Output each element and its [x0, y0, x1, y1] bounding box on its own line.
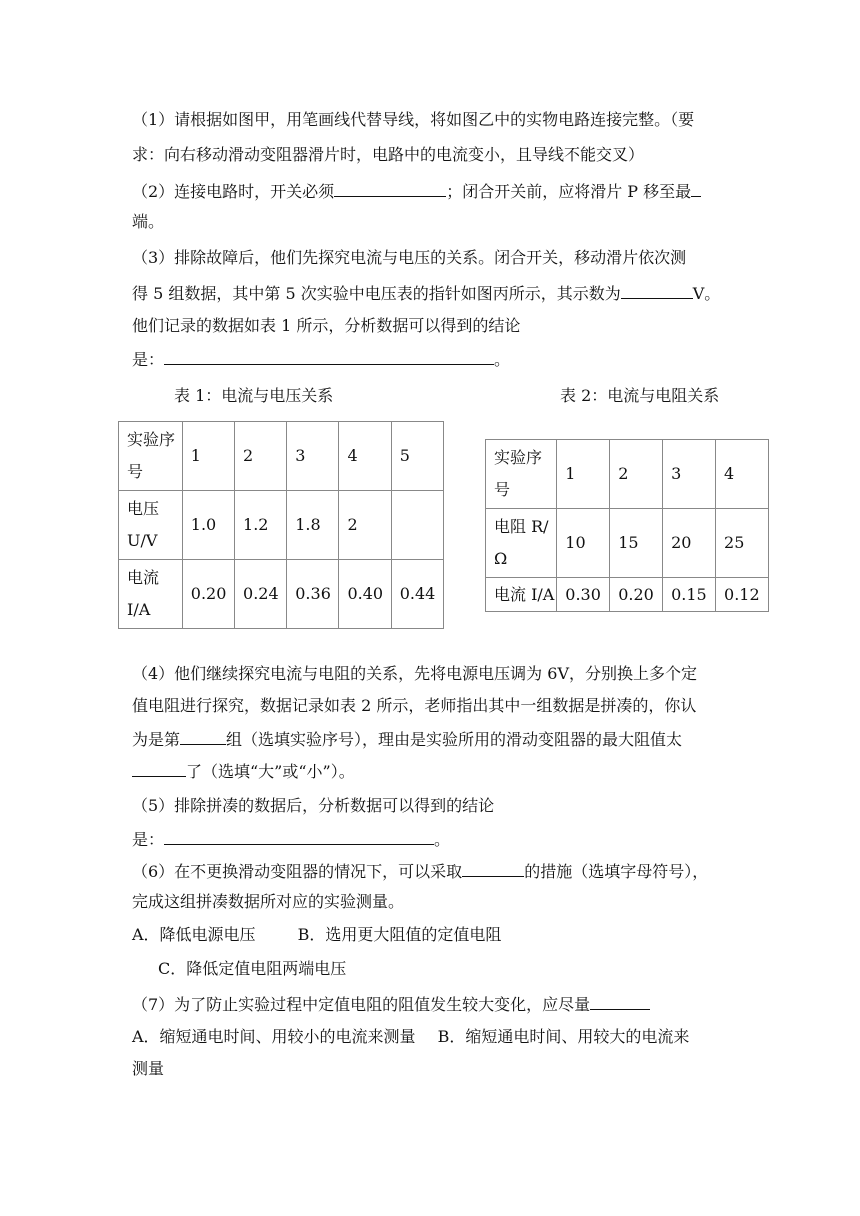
q7-option-a[interactable]: A．缩短通电时间、用较小的电流来测量	[132, 1027, 416, 1046]
q7-line1	[132, 993, 650, 1015]
table-cell: 0.20	[610, 578, 663, 612]
q3-line1: （3）排除故障后，他们先探究电流与电压的关系。闭合开关，移动滑片依次测	[132, 248, 687, 267]
q2-line1	[132, 180, 701, 202]
q4-line1: （4）他们继续探究电流与电阻的关系，先将电源电压调为 6V，分别换上多个定	[132, 664, 698, 683]
table-cell: 0.36	[287, 560, 339, 629]
table-cell: 0.24	[235, 560, 287, 629]
table-cell: 3	[287, 422, 339, 491]
q5-line2	[132, 828, 450, 850]
q2-part2: ；闭合开关前，应将滑片 P 移至最	[446, 182, 692, 201]
table-header-cell: 电流 I/A	[486, 578, 557, 612]
q4-line3-prefix: 为是第	[132, 730, 181, 749]
q7-options	[132, 1027, 689, 1047]
table-cell: 15	[610, 509, 663, 578]
q4-blank-size[interactable]	[132, 760, 186, 777]
q3-line4-label: 是：	[132, 350, 165, 369]
q5-line1: （5）排除拼凑的数据后，分析数据可以得到的结论	[132, 796, 495, 815]
table-cell: 5	[391, 422, 443, 491]
q4-line4-text: 了（选填“大”或“小”）。	[186, 762, 355, 781]
table-cell: 0.12	[716, 578, 769, 612]
q3-unit: V。	[692, 284, 721, 303]
q3-blank-voltage[interactable]	[621, 282, 693, 299]
q1-line1: （1）请根据如图甲，用笔画线代替导线，将如图乙中的实物电路连接完整。（要	[132, 110, 695, 129]
q2-line2: 端。	[132, 212, 165, 231]
q6-line1-suffix: 的措施（选填字母符号），	[524, 862, 709, 881]
table-row	[119, 560, 444, 629]
table-cell: 1	[557, 440, 610, 509]
q3-line2	[132, 282, 720, 304]
table2-caption: 表 2：电流与电阻关系	[560, 386, 720, 405]
table-cell: 0.30	[557, 578, 610, 612]
table-row	[119, 491, 444, 560]
q7-option-b[interactable]: B．缩短通电时间、用较大的电流来	[437, 1027, 690, 1046]
q3-blank-conclusion[interactable]	[164, 348, 494, 365]
table-cell: 3	[663, 440, 716, 509]
table-cell: 4	[339, 422, 391, 491]
table-header-cell: 实验序 号	[119, 422, 183, 491]
table-row	[486, 578, 769, 612]
q3-line2-text: 得 5 组数据，其中第 5 次实验中电压表的指针如图丙所示，其示数为	[132, 284, 621, 303]
table-header-cell: 实验序 号	[486, 440, 557, 509]
q6-options-ab	[132, 925, 501, 945]
table-cell: 1.8	[287, 491, 339, 560]
table-cell	[391, 491, 443, 560]
q6-blank-measure[interactable]	[462, 860, 524, 877]
q6-line2: 完成这组拼凑数据所对应的实验测量。	[132, 892, 405, 911]
q6-option-a[interactable]: A．降低电源电压	[132, 925, 256, 944]
q3-line3: 他们记录的数据如表 1 所示，分析数据可以得到的结论	[132, 316, 521, 335]
table-cell: 4	[716, 440, 769, 509]
table-cell: 0.20	[182, 560, 234, 629]
q6-line1	[132, 860, 708, 882]
q6-option-b[interactable]: B．选用更大阻值的定值电阻	[297, 925, 502, 944]
table1-current-voltage	[118, 421, 444, 629]
q7-line1-text: （7）为了防止实验过程中定值电阻的阻值发生较大变化，应尽量	[132, 995, 591, 1014]
table1-caption: 表 1：电流与电压关系	[174, 386, 334, 405]
table-row	[486, 440, 769, 509]
table-cell: 0.44	[391, 560, 443, 629]
table2-current-resistance	[485, 439, 769, 612]
table-cell: 20	[663, 509, 716, 578]
table-row	[119, 422, 444, 491]
q3-period: 。	[494, 350, 511, 369]
q6-line1-text: （6）在不更换滑动变阻器的情况下，可以采取	[132, 862, 463, 881]
q4-blank-group[interactable]	[180, 728, 226, 745]
q1-line2: 求：向右移动滑动变阻器滑片时，电路中的电流变小，且导线不能交叉）	[132, 145, 645, 164]
table-cell: 1.0	[182, 491, 234, 560]
q3-line4	[132, 348, 510, 370]
table-cell: 1	[182, 422, 234, 491]
table-cell: 2	[610, 440, 663, 509]
table-cell: 0.15	[663, 578, 716, 612]
q5-line2-label: 是：	[132, 830, 165, 849]
q7-blank[interactable]	[590, 993, 650, 1010]
q2-blank-switch[interactable]	[334, 180, 446, 197]
table-cell: 10	[557, 509, 610, 578]
q6-option-c[interactable]: C．降低定值电阻两端电压	[158, 959, 347, 978]
q2-part1: （2）连接电路时，开关必须	[132, 182, 335, 201]
q5-period: 。	[434, 830, 451, 849]
q4-line3-text: 组（选填实验序号），理由是实验所用的滑动变阻器的最大阻值太	[226, 730, 683, 749]
q5-blank-conclusion[interactable]	[164, 828, 434, 845]
q2-blank-end[interactable]	[691, 180, 701, 197]
q4-line2: 值电阻进行探究，数据记录如表 2 所示，老师指出其中一组数据是拼凑的，你认	[132, 696, 697, 715]
q4-line3	[132, 728, 682, 750]
table-cell: 0.40	[339, 560, 391, 629]
table-cell: 2	[235, 422, 287, 491]
table-row	[486, 509, 769, 578]
table-cell: 2	[339, 491, 391, 560]
table-header-cell: 电流 I/A	[119, 560, 183, 629]
table-cell: 25	[716, 509, 769, 578]
table-header-cell: 电压 U/V	[119, 491, 183, 560]
table-header-cell: 电阻 R/ Ω	[486, 509, 557, 578]
q7-option-b-cont: 测量	[132, 1059, 165, 1078]
table-cell: 1.2	[235, 491, 287, 560]
q4-line4	[132, 760, 355, 782]
